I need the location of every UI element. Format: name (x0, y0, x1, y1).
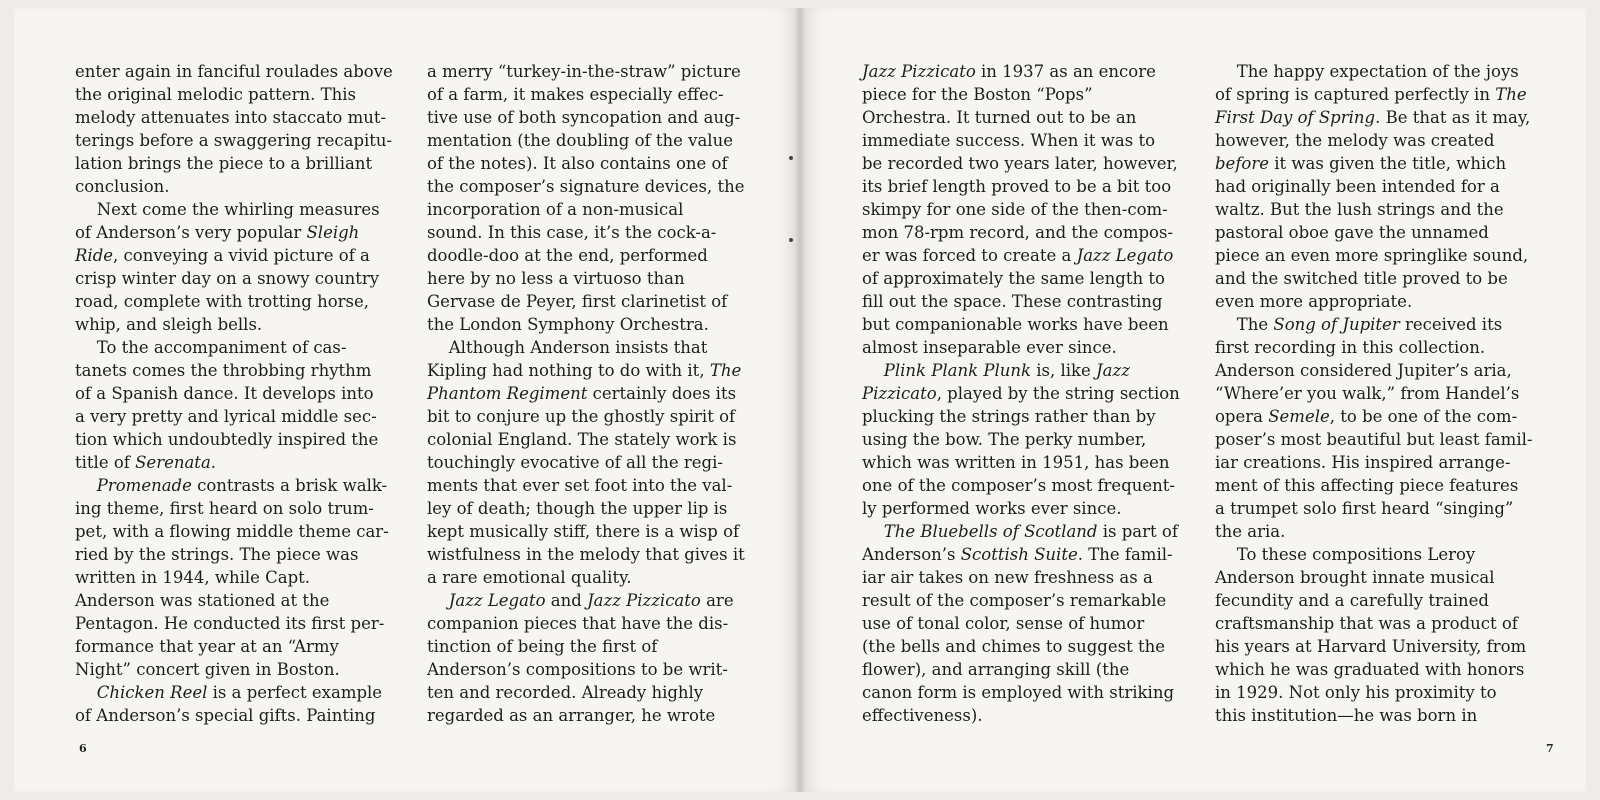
text-run: Anderson’s (862, 545, 961, 564)
italic-title: before (1215, 154, 1270, 173)
italic-title: Chicken Reel (96, 683, 208, 702)
text-line (862, 704, 1180, 727)
text-run: Kipling had nothing to do with it, (427, 361, 710, 380)
text-run: opera (1215, 407, 1269, 426)
text-run: almost inseparable ever since. (862, 338, 1117, 357)
text-line (1215, 428, 1532, 451)
text-run: skimpy for one side of the then-com- (862, 200, 1168, 219)
italic-title: Ride (75, 246, 114, 265)
text-line (1215, 313, 1532, 336)
text-line (1215, 520, 1532, 543)
text-run: terings before a swaggering recapitu- (75, 131, 393, 150)
text-run: of approximately the same length to (862, 269, 1165, 288)
italic-title: The Bluebells of Scotland (883, 522, 1098, 541)
text-line (862, 635, 1180, 658)
text-run: incorporation of a non-musical (427, 200, 684, 219)
text-line (427, 244, 745, 267)
text-line (75, 589, 393, 612)
text-line (427, 543, 745, 566)
text-line (862, 313, 1180, 336)
text-run: however, the melody was created (1215, 131, 1495, 150)
text-run: Anderson was stationed at the (75, 591, 330, 610)
page-number-right: 7 (1546, 742, 1554, 755)
text-run: a trumpet solo first heard “singing” (1215, 499, 1514, 518)
text-line (862, 612, 1180, 635)
italic-title: Phantom Regiment (427, 384, 588, 403)
text-run: a merry “turkey-in-the-straw” picture (427, 62, 741, 81)
text-line (75, 175, 393, 198)
italic-title: Sleigh (306, 223, 360, 242)
text-run: here by no less a virtuoso than (427, 269, 685, 288)
text-run: a rare emotional quality. (427, 568, 632, 587)
text-line (75, 543, 393, 566)
text-run: ly performed works ever since. (862, 499, 1122, 518)
italic-title: Jazz Legato (1076, 246, 1174, 265)
text-line (862, 382, 1180, 405)
italic-title: The (709, 361, 742, 380)
text-run: ment of this affecting piece features (1215, 476, 1519, 495)
text-run: Anderson brought innate musical (1215, 568, 1495, 587)
text-run: of spring is captured perfectly in (1215, 85, 1496, 104)
text-run: regarded as an arranger, he wrote (427, 706, 716, 725)
text-run: tinction of being the first of (427, 637, 658, 656)
italic-title: Jazz (1096, 361, 1130, 380)
text-run: mon 78-rpm record, and the compos- (862, 223, 1174, 242)
text-line (862, 221, 1180, 244)
text-line (862, 497, 1180, 520)
text-run: is part of (1097, 522, 1178, 541)
text-line (75, 382, 393, 405)
text-line (862, 589, 1180, 612)
text-run: bit to conjure up the ghostly spirit of (427, 407, 736, 426)
text-run: ried by the strings. The piece was (75, 545, 359, 564)
text-line (75, 428, 393, 451)
italic-title: Jazz Legato (448, 591, 546, 610)
text-run: in 1929. Not only his proximity to (1215, 683, 1497, 702)
text-run: pastoral oboe gave the unnamed (1215, 223, 1489, 242)
text-run (862, 361, 884, 380)
italic-title: Pizzicato (862, 384, 937, 403)
text-line (427, 290, 745, 313)
text-run: title of (75, 453, 136, 472)
text-run: enter again in fanciful roulades above (75, 62, 393, 81)
text-line (862, 451, 1180, 474)
text-line (75, 658, 393, 681)
text-run: To the accompaniment of cas- (75, 338, 347, 357)
text-run: this institution—he was born in (1215, 706, 1478, 725)
text-line (75, 497, 393, 520)
text-line (75, 152, 393, 175)
text-line (427, 681, 745, 704)
text-run: kept musically stiff, there is a wisp of (427, 522, 740, 541)
text-line (427, 474, 745, 497)
text-run: (the bells and chimes to suggest the (862, 637, 1165, 656)
text-run: the London Symphony Orchestra. (427, 315, 709, 334)
text-run: the original melodic pattern. This (75, 85, 356, 104)
italic-title: Scottish Suite (960, 545, 1078, 564)
text-line (862, 359, 1180, 382)
text-run: fill out the space. These contrasting (862, 292, 1163, 311)
text-run: certainly does its (587, 384, 737, 403)
text-line (1215, 497, 1532, 520)
text-line (75, 359, 393, 382)
text-run: Next come the whirling measures (75, 200, 380, 219)
text-run: Gervase de Peyer, first clarinetist of (427, 292, 728, 311)
text-line (427, 451, 745, 474)
text-run: , played by the string section (936, 384, 1180, 403)
text-line (427, 60, 745, 83)
text-run: . Be that as it may, (1375, 108, 1531, 127)
text-column-4 (1215, 60, 1532, 727)
text-run: and (545, 591, 588, 610)
text-line (75, 244, 393, 267)
text-run: which was written in 1951, has been (862, 453, 1170, 472)
text-run: of Anderson’s special gifts. Painting (75, 706, 376, 725)
text-line (1215, 267, 1532, 290)
text-line (862, 129, 1180, 152)
text-run: using the bow. The perky number, (862, 430, 1147, 449)
text-run: fecundity and a carefully trained (1215, 591, 1489, 610)
text-line (427, 566, 745, 589)
text-run: doodle-doo at the end, performed (427, 246, 708, 265)
text-run: of a Spanish dance. It develops into (75, 384, 374, 403)
text-line (75, 566, 393, 589)
text-run: of a farm, it makes especially effec- (427, 85, 724, 104)
text-line (862, 244, 1180, 267)
text-line (862, 428, 1180, 451)
text-line (427, 313, 745, 336)
text-run: even more appropriate. (1215, 292, 1413, 311)
text-run: one of the composer’s most frequent- (862, 476, 1175, 495)
text-run: tive use of both syncopation and aug- (427, 108, 741, 127)
text-run: plucking the strings rather than by (862, 407, 1156, 426)
text-line (427, 129, 745, 152)
text-line (75, 704, 393, 727)
text-line (862, 658, 1180, 681)
text-run: piece an even more springlike sound, (1215, 246, 1529, 265)
text-run: companion pieces that have the dis- (427, 614, 729, 633)
text-line (1215, 543, 1532, 566)
text-line (862, 566, 1180, 589)
text-line (427, 405, 745, 428)
text-line (1215, 83, 1532, 106)
text-line (1215, 106, 1532, 129)
text-column-1 (75, 60, 393, 727)
text-line (862, 336, 1180, 359)
text-line (427, 589, 745, 612)
text-run: is a perfect example (207, 683, 383, 702)
italic-title: Song of Jupiter (1273, 315, 1400, 334)
text-line (1215, 658, 1532, 681)
text-run: his years at Harvard University, from (1215, 637, 1527, 656)
text-run: whip, and sleigh bells. (75, 315, 263, 334)
text-line (427, 704, 745, 727)
text-run: conclusion. (75, 177, 170, 196)
page-number-left: 6 (79, 742, 87, 755)
binding-staple-mark (789, 238, 793, 242)
text-line (75, 681, 393, 704)
text-line (862, 520, 1180, 543)
text-run: tion which undoubtedly inspired the (75, 430, 379, 449)
text-line (427, 612, 745, 635)
text-line (1215, 336, 1532, 359)
text-run (75, 476, 97, 495)
text-run: mentation (the doubling of the value (427, 131, 733, 150)
text-run: er was forced to create a (862, 246, 1077, 265)
text-run: lation brings the piece to a brilliant (75, 154, 373, 173)
italic-title: First Day of Spring (1215, 108, 1376, 127)
text-column-3 (862, 60, 1180, 727)
text-run: had originally been intended for a (1215, 177, 1500, 196)
text-run: flower), and arranging skill (the (862, 660, 1130, 679)
text-run: of Anderson’s very popular (75, 223, 307, 242)
text-line (75, 635, 393, 658)
text-run: first recording in this collection. (1215, 338, 1486, 357)
text-line (1215, 405, 1532, 428)
italic-title: Serenata (135, 453, 211, 472)
text-line (1215, 290, 1532, 313)
text-line (427, 336, 745, 359)
text-line (427, 198, 745, 221)
italic-title: Promenade (96, 476, 192, 495)
text-run: road, complete with trotting horse, (75, 292, 370, 311)
text-line (1215, 198, 1532, 221)
text-run: use of tonal color, sense of humor (862, 614, 1145, 633)
text-column-2 (427, 60, 745, 727)
text-run: The (1215, 315, 1274, 334)
text-line (862, 474, 1180, 497)
text-run: colonial England. The stately work is (427, 430, 737, 449)
text-line (1215, 704, 1532, 727)
text-run: iar creations. His inspired arrange- (1215, 453, 1511, 472)
text-run: pet, with a flowing middle theme car- (75, 522, 389, 541)
text-run: be recorded two years later, however, (862, 154, 1178, 173)
text-run: melody attenuates into staccato mut- (75, 108, 387, 127)
text-run: tanets comes the throbbing rhythm (75, 361, 372, 380)
text-line (862, 290, 1180, 313)
text-run: waltz. But the lush strings and the (1215, 200, 1504, 219)
text-line (427, 359, 745, 382)
italic-title: Jazz Pizzicato (587, 591, 701, 610)
text-line (862, 83, 1180, 106)
text-line (427, 658, 745, 681)
text-run: Although Anderson insists that (427, 338, 708, 357)
text-run: . The famil- (1077, 545, 1173, 564)
italic-title: The (1495, 85, 1527, 104)
text-line (427, 221, 745, 244)
text-run: , to be one of the com- (1329, 407, 1518, 426)
text-run: “Where’er you walk,” from Handel’s (1215, 384, 1520, 403)
text-run: Anderson considered Jupiter’s aria, (1215, 361, 1512, 380)
text-line (862, 543, 1180, 566)
text-run (862, 522, 884, 541)
text-line (75, 520, 393, 543)
text-line (1215, 474, 1532, 497)
text-run: sound. In this case, it’s the cock-a- (427, 223, 717, 242)
text-line (75, 83, 393, 106)
text-run (75, 683, 97, 702)
text-run: the aria. (1215, 522, 1286, 541)
text-run: which he was graduated with honors (1215, 660, 1525, 679)
text-run: To these compositions Leroy (1215, 545, 1476, 564)
text-line (75, 612, 393, 635)
text-run: poser’s most beautiful but least famil- (1215, 430, 1533, 449)
text-line (427, 175, 745, 198)
text-run: iar air takes on new freshness as a (862, 568, 1153, 587)
text-run: Anderson’s compositions to be writ- (427, 660, 728, 679)
text-line (75, 106, 393, 129)
book-spine (796, 8, 804, 792)
text-line (1215, 221, 1532, 244)
text-run: result of the composer’s remarkable (862, 591, 1167, 610)
text-line (1215, 175, 1532, 198)
text-run: immediate success. When it was to (862, 131, 1156, 150)
text-line (75, 336, 393, 359)
text-line (75, 451, 393, 474)
text-line (1215, 152, 1532, 175)
italic-title: Plink Plank Plunk (883, 361, 1031, 380)
text-line (75, 405, 393, 428)
text-run: are (700, 591, 734, 610)
text-run: a very pretty and lyrical middle sec- (75, 407, 377, 426)
text-line (427, 152, 745, 175)
text-line (1215, 635, 1532, 658)
text-run (427, 591, 449, 610)
text-run: . (210, 453, 217, 472)
text-run: the composer’s signature devices, the (427, 177, 745, 196)
text-run: The happy expectation of the joys (1215, 62, 1519, 81)
italic-title: Semele (1268, 407, 1330, 426)
text-line (427, 382, 745, 405)
text-line (75, 290, 393, 313)
text-run: craftsmanship that was a product of (1215, 614, 1518, 633)
text-line (1215, 60, 1532, 83)
text-line (862, 106, 1180, 129)
text-line (1215, 681, 1532, 704)
text-line (1215, 451, 1532, 474)
text-run: it was given the title, which (1269, 154, 1507, 173)
text-run: in 1937 as an encore (975, 62, 1156, 81)
text-line (75, 221, 393, 244)
text-line (75, 474, 393, 497)
text-line (1215, 129, 1532, 152)
text-line (862, 60, 1180, 83)
text-run: Orchestra. It turned out to be an (862, 108, 1137, 127)
text-run: Pentagon. He conducted its first per- (75, 614, 385, 633)
text-line (1215, 382, 1532, 405)
text-run: its brief length proved to be a bit too (862, 177, 1172, 196)
text-run: Night” concert given in Boston. (75, 660, 340, 679)
text-line (75, 60, 393, 83)
italic-title: Jazz Pizzicato (862, 62, 976, 81)
text-line (1215, 589, 1532, 612)
text-line (1215, 612, 1532, 635)
text-run: canon form is employed with striking (862, 683, 1175, 702)
text-run: received its (1399, 315, 1503, 334)
text-run: is, like (1031, 361, 1097, 380)
text-line (1215, 566, 1532, 589)
text-run: piece for the Boston “Pops” (862, 85, 1093, 104)
text-line (75, 198, 393, 221)
text-run: crisp winter day on a snowy country (75, 269, 380, 288)
text-run: , conveying a vivid picture of a (113, 246, 370, 265)
text-line (427, 83, 745, 106)
text-line (427, 267, 745, 290)
text-line (75, 129, 393, 152)
text-line (862, 681, 1180, 704)
text-run: ley of death; though the upper lip is (427, 499, 728, 518)
text-line (427, 428, 745, 451)
text-line (427, 635, 745, 658)
text-line (75, 267, 393, 290)
text-run: but companionable works have been (862, 315, 1169, 334)
text-line (75, 313, 393, 336)
text-run: ments that ever set foot into the val- (427, 476, 733, 495)
text-line (862, 175, 1180, 198)
text-line (427, 106, 745, 129)
text-run: written in 1944, while Capt. (75, 568, 311, 587)
text-line (862, 405, 1180, 428)
text-line (427, 497, 745, 520)
text-run: of the notes). It also contains one of (427, 154, 728, 173)
text-run: ten and recorded. Already highly (427, 683, 704, 702)
binding-staple-mark (789, 156, 793, 160)
text-run: touchingly evocative of all the regi- (427, 453, 723, 472)
text-run: wistfulness in the melody that gives it (427, 545, 745, 564)
text-run: contrasts a brisk walk- (191, 476, 388, 495)
text-line (1215, 244, 1532, 267)
text-run: ing theme, first heard on solo trum- (75, 499, 374, 518)
text-run: and the switched title proved to be (1215, 269, 1508, 288)
text-line (862, 152, 1180, 175)
text-run: effectiveness). (862, 706, 983, 725)
text-line (862, 267, 1180, 290)
text-line (862, 198, 1180, 221)
text-line (1215, 359, 1532, 382)
text-line (427, 520, 745, 543)
text-run: formance that year at an “Army (75, 637, 339, 656)
